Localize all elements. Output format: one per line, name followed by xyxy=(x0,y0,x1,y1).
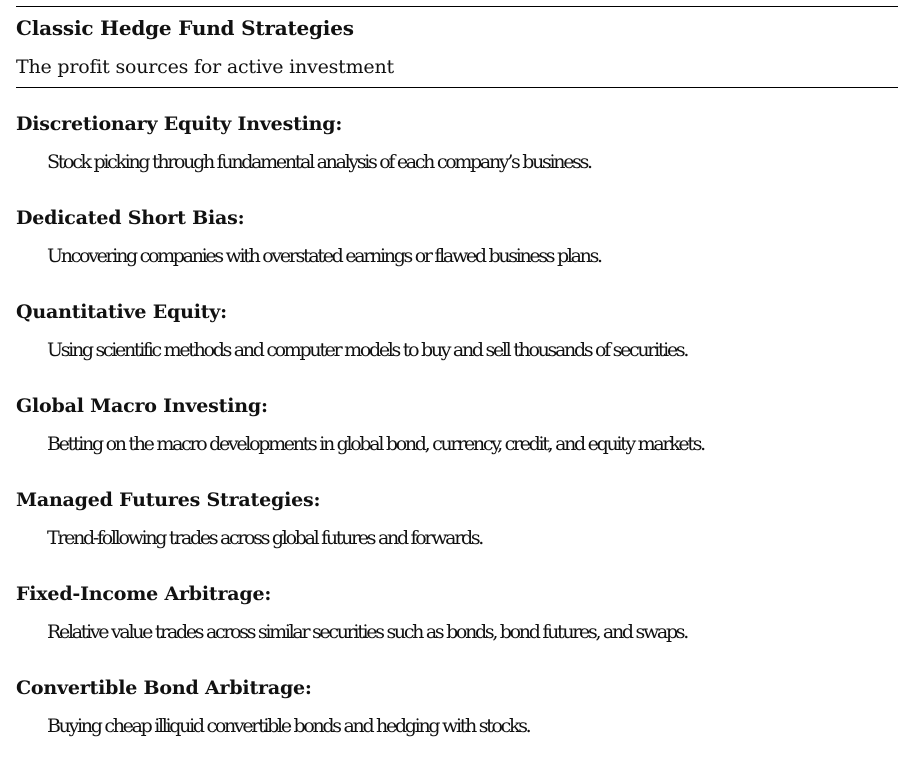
top-rule xyxy=(16,6,898,7)
strategy-table xyxy=(16,6,898,770)
strategy-item-convertible-bond-arbitrage xyxy=(16,676,898,770)
strategy-description: Relative value trades across similar securities such as bonds, bond futures, and swaps. xyxy=(47,621,687,643)
strategy-item-global-macro xyxy=(16,394,898,488)
strategy-item-quantitative-equity xyxy=(16,300,898,394)
table-subtitle: The profit sources for active investment xyxy=(16,56,394,78)
strategy-description: Buying cheap illiquid convertible bonds and hedging with stocks. xyxy=(47,715,530,737)
header-rule xyxy=(16,87,898,88)
strategy-description: Uncovering companies with overstated earnings or flawed business plans. xyxy=(47,245,601,267)
strategy-item-discretionary-equity xyxy=(16,112,898,206)
strategy-item-managed-futures xyxy=(16,488,898,582)
strategy-name: Quantitative Equity: xyxy=(16,301,227,323)
table-title: Classic Hedge Fund Strategies xyxy=(16,16,354,40)
strategy-description: Stock picking through fundamental analysis of each company’s business. xyxy=(47,151,591,173)
strategy-name: Global Macro Investing: xyxy=(16,395,268,417)
strategy-description: Betting on the macro developments in global bond, currency, credit, and equity markets. xyxy=(47,433,704,455)
strategy-name: Discretionary Equity Investing: xyxy=(16,113,343,135)
strategy-name: Dedicated Short Bias: xyxy=(16,207,245,229)
strategy-name: Managed Futures Strategies: xyxy=(16,489,321,511)
strategy-name: Fixed-Income Arbitrage: xyxy=(16,583,272,605)
strategy-list xyxy=(16,112,898,770)
strategy-name: Convertible Bond Arbitrage: xyxy=(16,677,312,699)
strategy-description: Using scientific methods and computer models to buy and sell thousands of securities. xyxy=(47,339,688,361)
strategy-description: Trend-following trades across global futures and forwards. xyxy=(47,527,483,549)
strategy-item-dedicated-short-bias xyxy=(16,206,898,300)
strategy-item-fixed-income-arbitrage xyxy=(16,582,898,676)
